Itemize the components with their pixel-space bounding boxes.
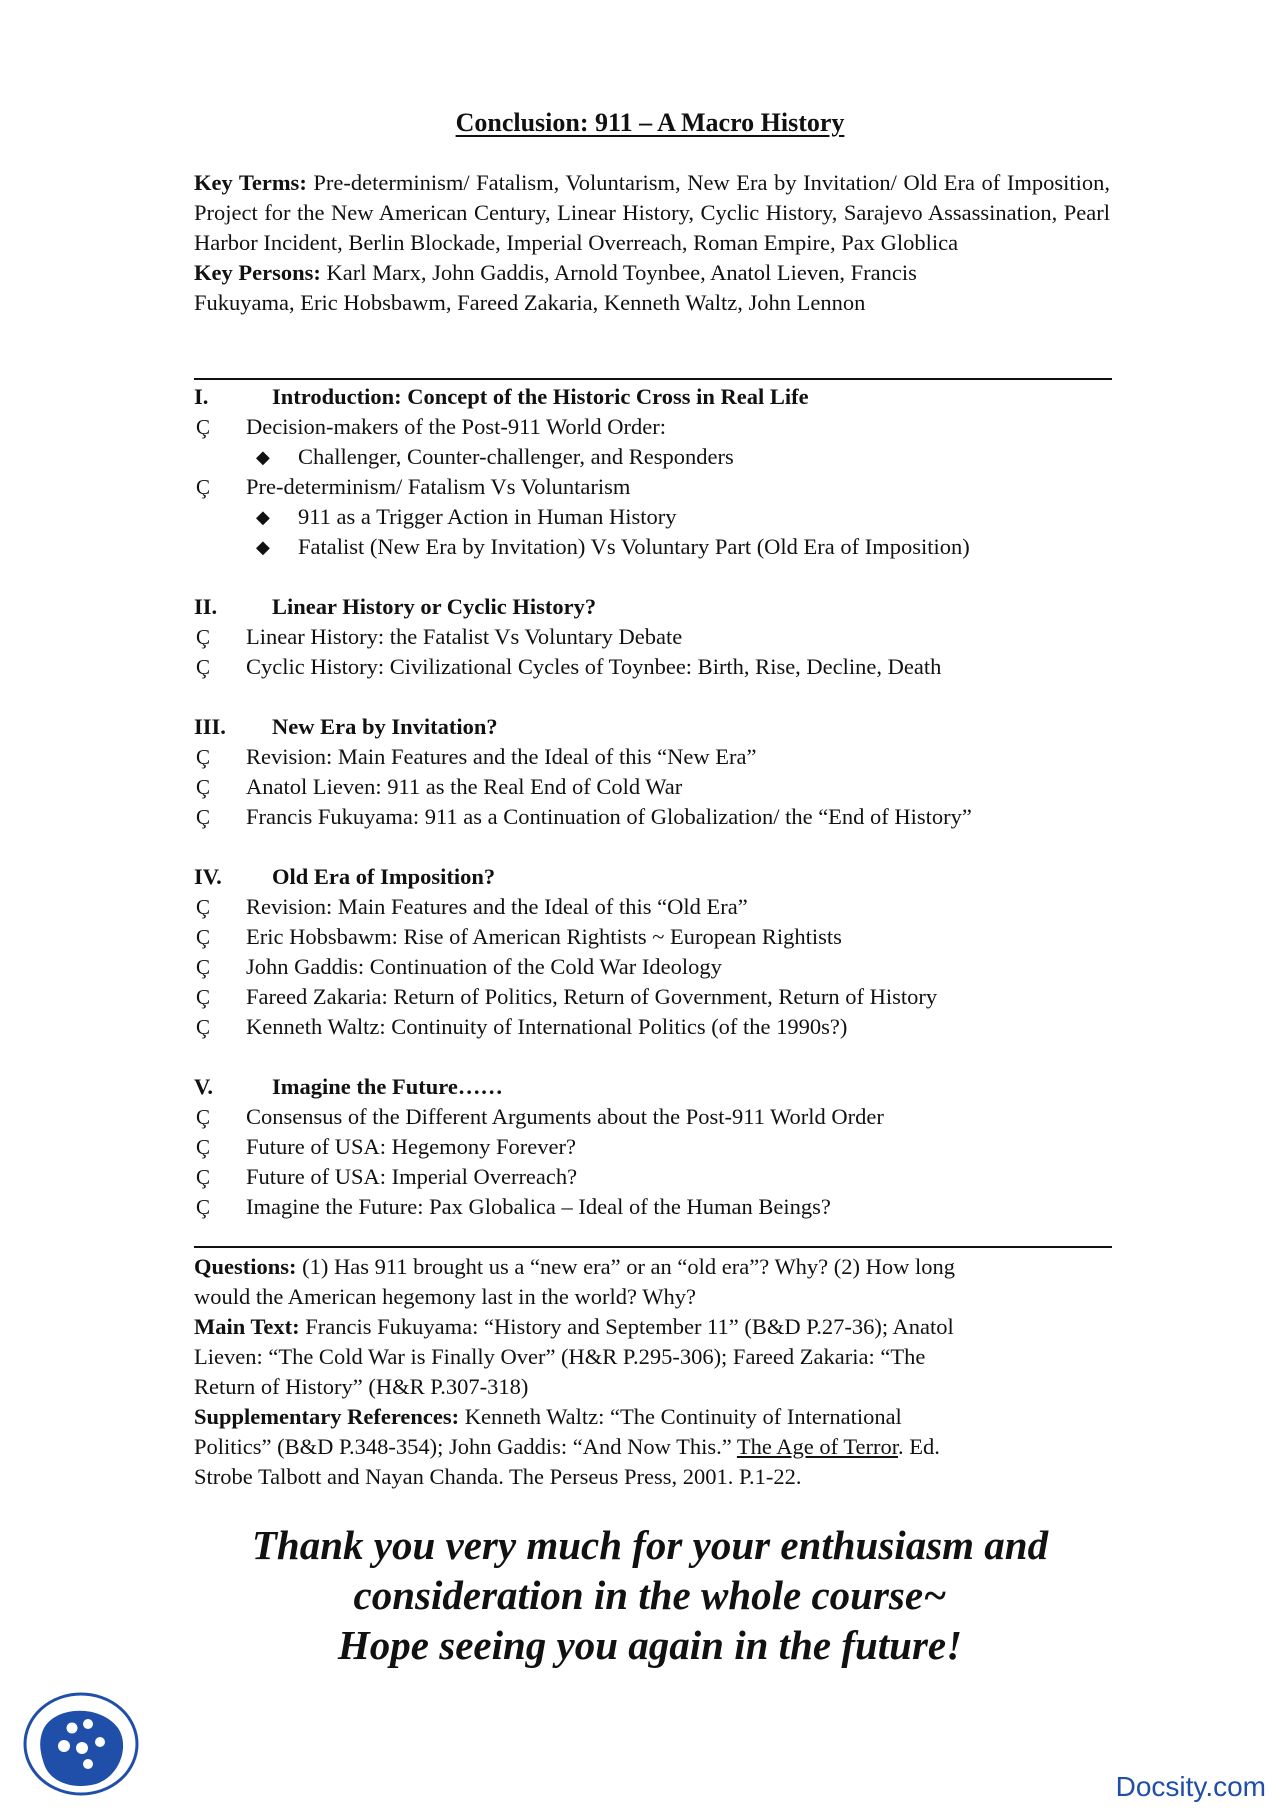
outline-item (194, 952, 1114, 982)
outline-item-text: Pre-determinism/ Fatalism Vs Voluntarism (246, 474, 631, 499)
logo-dot (83, 1759, 93, 1769)
bullet-icon: Ç (196, 745, 211, 769)
logo-dot (95, 1737, 105, 1747)
closing-message (0, 1520, 1280, 1670)
supplementary-references (194, 1402, 1074, 1492)
bullet-icon: Ç (196, 415, 211, 439)
outline-item (194, 1012, 1114, 1042)
key-persons-line-2: Fukuyama, Eric Hobsbawm, Fareed Zakaria, Kenneth Waltz, John Lennon (194, 290, 866, 315)
logo-dot (58, 1740, 70, 1752)
outline-item (194, 412, 1114, 442)
logo-dot (76, 1742, 88, 1754)
course-outline (194, 382, 1114, 1252)
outline-item-text: Future of USA: Hegemony Forever? (246, 1134, 576, 1159)
outline-item-text: Consensus of the Different Arguments about the Post-911 World Order (246, 1104, 884, 1129)
main-text-line-3: Return of History” (H&R P.307-318) (194, 1374, 529, 1399)
questions (194, 1252, 1074, 1312)
outline-item-text: John Gaddis: Continuation of the Cold War Ideology (246, 954, 722, 979)
outline-subitem-text: Fatalist (New Era by Invitation) Vs Voluntary Part (Old Era of Imposition) (298, 534, 970, 559)
outline-item (194, 1132, 1114, 1162)
outline-item-text: Future of USA: Imperial Overreach? (246, 1164, 578, 1189)
outline-section (194, 592, 1114, 682)
outline-item-text: Cyclic History: Civilizational Cycles of Toynbee: Birth, Rise, Decline, Death (246, 654, 942, 679)
section-title: New Era by Invitation? (272, 714, 498, 739)
section-heading (194, 382, 1114, 412)
logo-dot (83, 1719, 93, 1729)
bullet-icon: Ç (196, 805, 211, 829)
docsity-link[interactable]: Docsity.com (1115, 1771, 1266, 1802)
outline-item-text: Revision: Main Features and the Ideal of this “New Era” (246, 744, 757, 769)
outline-item-text: Imagine the Future: Pax Globalica – Ideal of the Human Beings? (246, 1194, 831, 1219)
section-title: Introduction: Concept of the Historic Cross in Real Life (272, 384, 809, 409)
outline-section (194, 862, 1114, 1042)
outline-item-text: Eric Hobsbawm: Rise of American Rightists ~ European Rightists (246, 924, 842, 949)
main-text-line-2: Lieven: “The Cold War is Finally Over” (H&R P.295-306); Fareed Zakaria: “The (194, 1344, 926, 1369)
bullet-icon: Ç (196, 955, 211, 979)
section-number: III. (194, 714, 226, 739)
outline-item (194, 1192, 1114, 1222)
key-terms-block (194, 168, 1110, 318)
bullet-icon: Ç (196, 625, 211, 649)
supplementary-line-2: Politics” (B&D P.348-354); John Gaddis: “And Now This.” (194, 1434, 737, 1459)
outline-item-text: Linear History: the Fatalist Vs Voluntary Debate (246, 624, 683, 649)
supplementary-line-2-end: . Ed. (898, 1434, 940, 1459)
divider-top (194, 378, 1112, 380)
outline-section (194, 712, 1114, 832)
key-terms (194, 168, 1110, 258)
outline-item-text: Anatol Lieven: 911 as the Real End of Cold War (246, 774, 683, 799)
divider-bottom (194, 1246, 1112, 1248)
outline-section (194, 382, 1114, 562)
supplementary-label: Supplementary References: (194, 1404, 460, 1429)
outline-subitem-text: Challenger, Counter-challenger, and Responders (298, 444, 734, 469)
outline-item (194, 622, 1114, 652)
outline-item (194, 472, 1114, 502)
outline-item (194, 772, 1114, 802)
outline-item-text: Fareed Zakaria: Return of Politics, Return of Government, Return of History (246, 984, 938, 1009)
main-text-label: Main Text: (194, 1314, 300, 1339)
section-heading (194, 862, 1114, 892)
bullet-icon: Ç (196, 1195, 211, 1219)
supplementary-line-1: Kenneth Waltz: “The Continuity of International (464, 1404, 902, 1429)
outline-item (194, 802, 1114, 832)
closing-line-2: consideration in the whole course~ (353, 1572, 947, 1618)
outline-subitem-text: 911 as a Trigger Action in Human History (298, 504, 677, 529)
closing-line-3: Hope seeing you again in the future! (337, 1622, 963, 1668)
supplementary-line-3: Strobe Talbott and Nayan Chanda. The Perseus Press, 2001. P.1-22. (194, 1464, 802, 1489)
key-persons-line-1: Karl Marx, John Gaddis, Arnold Toynbee, Anatol Lieven, Francis (326, 260, 917, 285)
outline-item (194, 1102, 1114, 1132)
outline-item-text: Decision-makers of the Post-911 World Order: (246, 414, 666, 439)
diamond-bullet-icon: ◆ (256, 537, 270, 557)
key-persons-label: Key Persons: (194, 260, 321, 285)
section-heading (194, 712, 1114, 742)
section-heading (194, 1072, 1114, 1102)
page-title: Conclusion: 911 – A Macro History (455, 108, 845, 137)
outline-item (194, 742, 1114, 772)
bullet-icon: Ç (196, 985, 211, 1009)
outline-subitem (194, 442, 1114, 472)
bullet-icon: Ç (196, 1135, 211, 1159)
key-persons (194, 258, 1110, 318)
outline-item-text: Francis Fukuyama: 911 as a Continuation of Globalization/ the “End of History” (246, 804, 972, 829)
outline-item (194, 652, 1114, 682)
references-block (194, 1252, 1074, 1492)
diamond-bullet-icon: ◆ (256, 447, 270, 467)
section-number: II. (194, 594, 218, 619)
bullet-icon: Ç (196, 775, 211, 799)
section-title: Imagine the Future…… (272, 1074, 503, 1099)
bullet-icon: Ç (196, 1015, 211, 1039)
main-text-line-1: Francis Fukuyama: “History and September 11” (B&D P.27-36); Anatol (305, 1314, 954, 1339)
diamond-bullet-icon: ◆ (256, 507, 270, 527)
key-terms-label: Key Terms: (194, 170, 307, 195)
section-number: V. (194, 1074, 213, 1099)
outline-item-text: Kenneth Waltz: Continuity of International Politics (of the 1990s?) (246, 1014, 848, 1039)
outline-section (194, 1072, 1114, 1222)
questions-line-2: would the American hegemony last in the world? Why? (194, 1284, 696, 1309)
key-terms-text: Pre-determinism/ Fatalism, Voluntarism, New Era by Invitation/ Old Era of Imposition, Project for the New American Century, Linear History, Cyclic History, Sarajevo Assassination, Pearl Harbor Incident, Berlin Blockade, Imperial Overreach, Roman Empire, Pax Globlica (194, 170, 1110, 255)
closing-line-1: Thank you very much for your enthusiasm and (251, 1522, 1049, 1568)
bullet-icon: Ç (196, 1165, 211, 1189)
logo-dot (67, 1723, 78, 1734)
section-number: IV. (194, 864, 222, 889)
outline-item (194, 1162, 1114, 1192)
book-title: The Age of Terror (736, 1434, 899, 1459)
bullet-icon: Ç (196, 925, 211, 949)
outline-item (194, 982, 1114, 1012)
outline-item-text: Revision: Main Features and the Ideal of this “Old Era” (246, 894, 748, 919)
section-heading (194, 592, 1114, 622)
outline-subitem (194, 532, 1114, 562)
bullet-icon: Ç (196, 475, 211, 499)
bullet-icon: Ç (196, 1105, 211, 1129)
outline-subitem (194, 502, 1114, 532)
questions-line-1: (1) Has 911 brought us a “new era” or an “old era”? Why? (2) How long (302, 1254, 956, 1279)
main-text (194, 1312, 1074, 1402)
outline-item (194, 922, 1114, 952)
bullet-icon: Ç (196, 655, 211, 679)
bullet-icon: Ç (196, 895, 211, 919)
questions-label: Questions: (194, 1254, 297, 1279)
section-title: Old Era of Imposition? (272, 864, 496, 889)
section-number: I. (194, 384, 209, 409)
outline-item (194, 892, 1114, 922)
section-title: Linear History or Cyclic History? (272, 594, 597, 619)
docsity-logo-icon (22, 1692, 140, 1796)
